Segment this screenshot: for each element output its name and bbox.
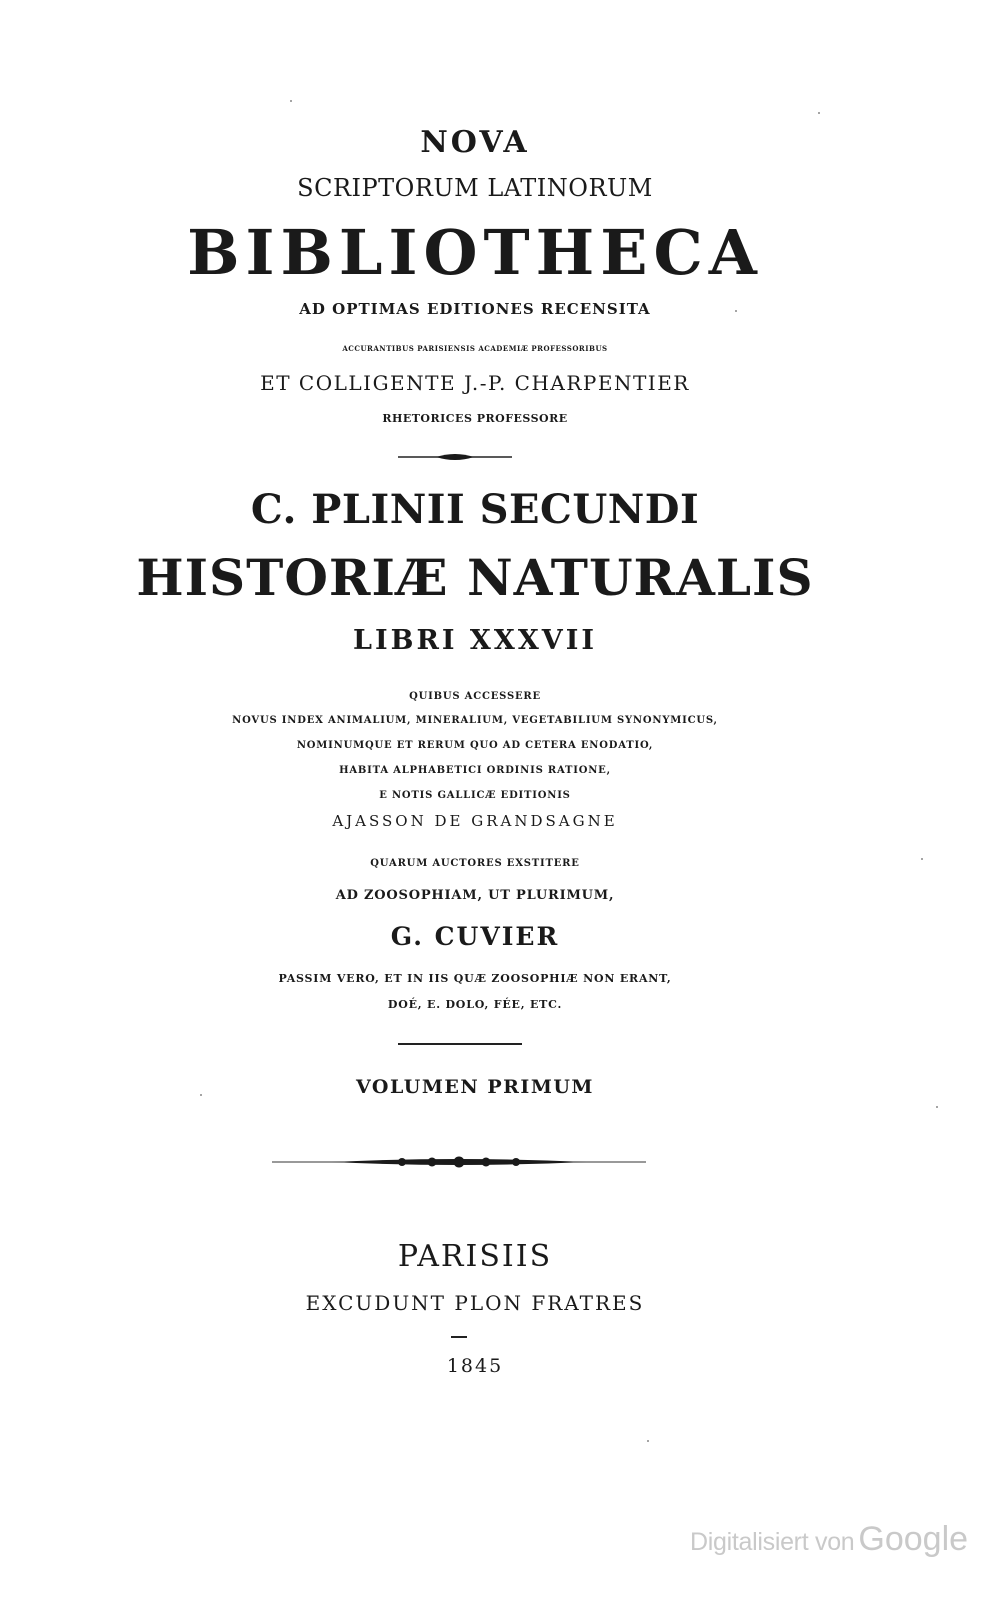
work-books: LIBRI XXXVII	[353, 625, 597, 656]
digitization-watermark	[690, 1520, 980, 1559]
watermark-prefix: Digitalisiert von	[690, 1528, 855, 1556]
contents-line-7: QUARUM AUCTORES EXSTITERE	[370, 858, 580, 869]
contents-line-2: NOVUS INDEX ANIMALIUM, MINERALIUM, VEGETABILIUM SYNONYMICUS,	[232, 715, 718, 726]
series-subtitle-accurantibus: ACCURANTIBUS PARISIENSIS ACADEMIÆ PROFESSORIBUS	[342, 344, 608, 353]
work-title: HISTORIÆ NATURALIS	[136, 548, 814, 607]
series-editor-role: RHETORICES PROFESSORE	[382, 412, 568, 425]
contents-line-1: QUIBUS ACCESSERE	[409, 691, 541, 702]
scan-speck	[647, 1440, 649, 1442]
series-subtitle-recensita: AD OPTIMAS EDITIONES RECENSITA	[299, 300, 651, 318]
contents-line-4: HABITA ALPHABETICI ORDINIS RATIONE,	[339, 765, 611, 776]
scan-speck	[735, 310, 737, 312]
scan-speck	[290, 100, 292, 102]
imprint-dash	[451, 1336, 467, 1338]
series-editor: ET COLLIGENTE J.-P. CHARPENTIER	[260, 371, 690, 395]
series-title-nova: NOVA	[420, 125, 530, 160]
google-logo: Google	[858, 1520, 969, 1558]
contents-line-3: NOMINUMQUE ET RERUM QUO AD CETERA ENODATIO,	[296, 740, 654, 751]
contents-line-8: AD ZOOSOPHIAM, UT PLURIMUM,	[335, 888, 615, 903]
divider-rule	[398, 1043, 522, 1045]
ornament-rule-small	[398, 450, 512, 464]
contents-line-5: E NOTIS GALLICÆ EDITIONIS	[379, 790, 571, 801]
series-title-scriptorum: SCRIPTORUM LATINORUM	[297, 174, 653, 202]
contents-line-9: G. CUVIER	[390, 922, 560, 951]
imprint-year: 1845	[446, 1355, 504, 1377]
imprint-printer: EXCUDUNT PLON FRATRES	[305, 1291, 645, 1315]
volume-label: VOLUMEN PRIMUM	[356, 1076, 594, 1098]
scan-speck	[921, 858, 923, 860]
imprint-place: PARISIIS	[397, 1239, 553, 1274]
scan-speck	[200, 1094, 202, 1096]
contents-line-11: DOÉ, E. DOLO, FÉE, ETC.	[387, 998, 563, 1011]
author-name: C. PLINII SECUNDI	[250, 486, 700, 533]
series-title-bibliotheca: BIBLIOTHECA	[187, 216, 763, 289]
scan-speck	[936, 1106, 938, 1108]
contents-line-6: AJASSON DE GRANDSAGNE	[332, 812, 618, 830]
contents-line-10: PASSIM VERO, ET IN IIS QUÆ ZOOSOPHIÆ NON ERANT,	[278, 972, 672, 985]
scan-speck	[818, 112, 820, 114]
ornament-rule-large	[272, 1154, 646, 1170]
